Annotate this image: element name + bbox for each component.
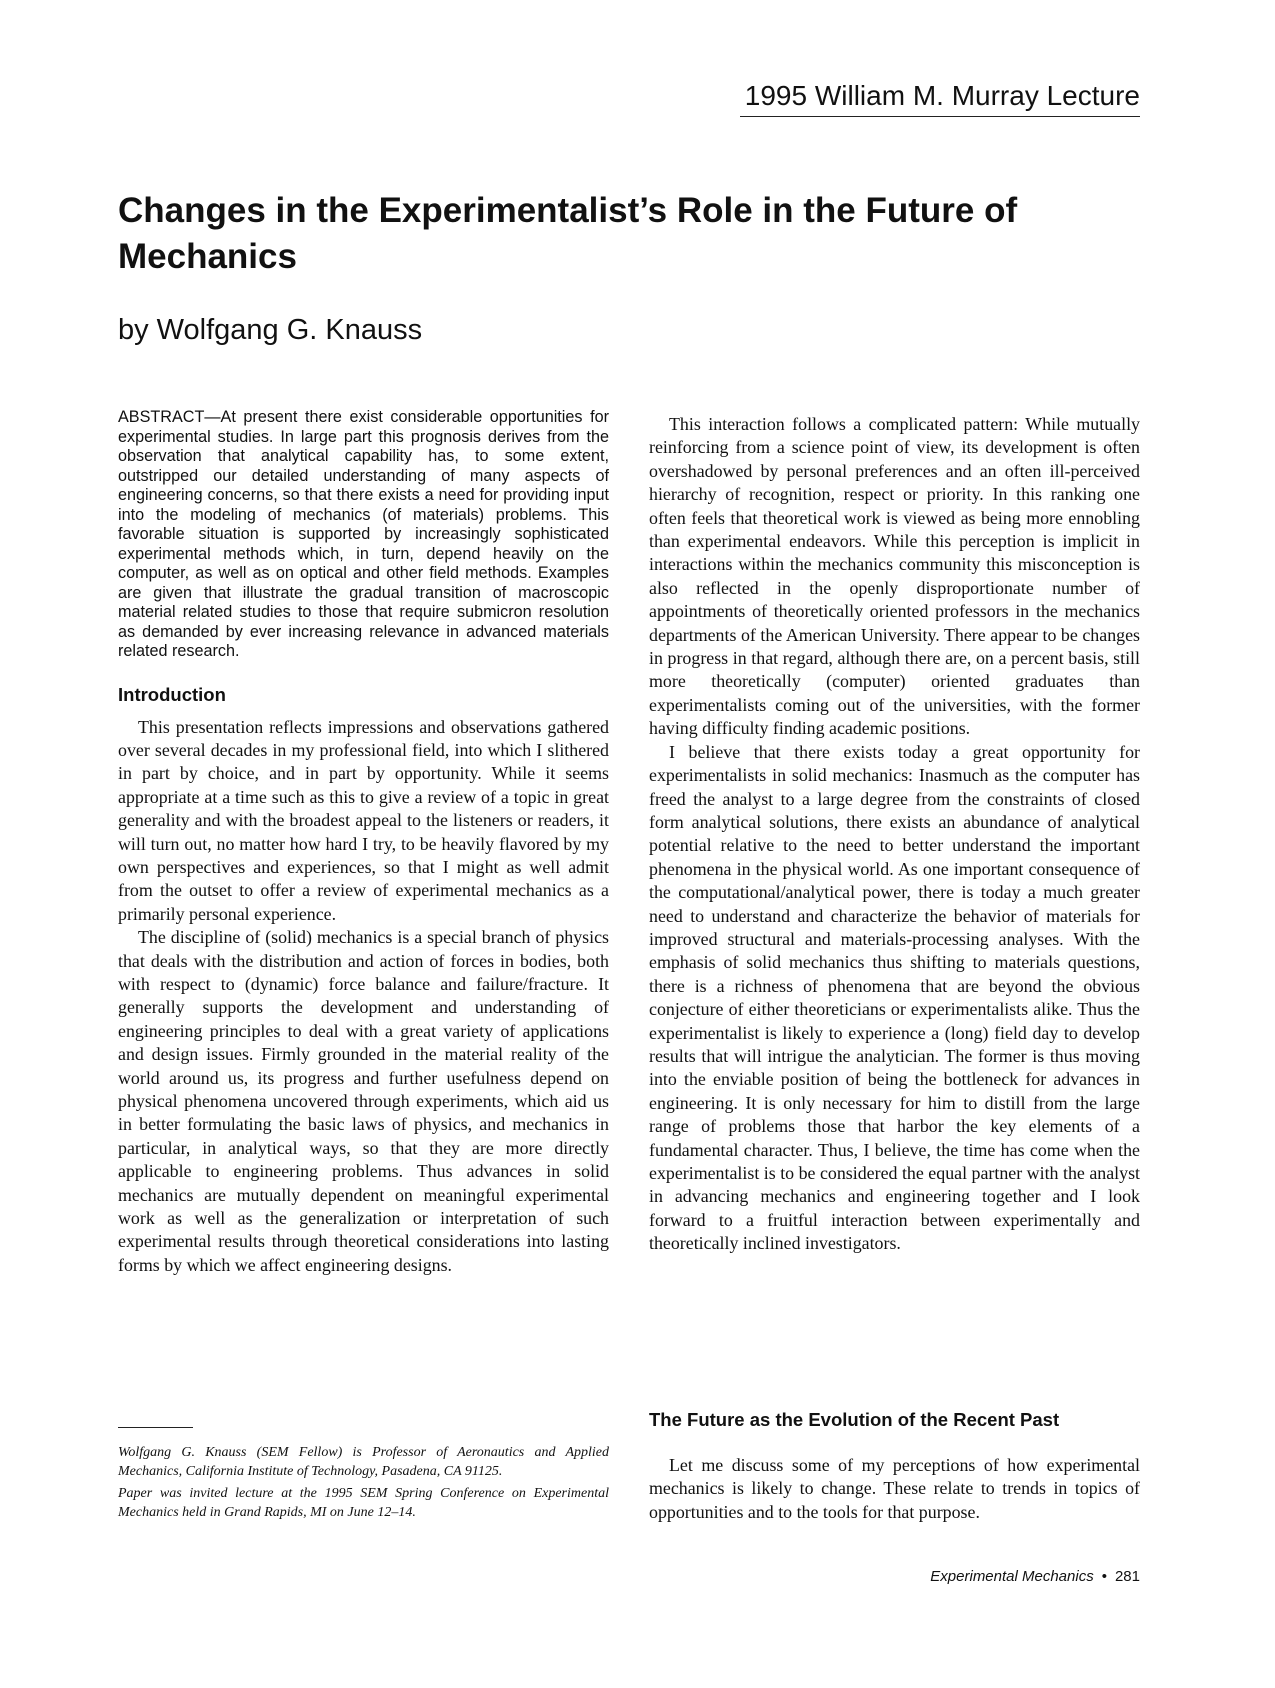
future-section-body bbox=[649, 1454, 1140, 1524]
article-title: Changes in the Experimentalist’s Role in the Future of Mechanics bbox=[118, 191, 1018, 276]
journal-name: Experimental Mechanics bbox=[930, 1568, 1094, 1585]
page-footer bbox=[930, 1568, 1140, 1585]
left-column bbox=[118, 408, 609, 1277]
introduction-heading: Introduction bbox=[118, 683, 226, 705]
lecture-series-header: 1995 William M. Murray Lecture bbox=[740, 80, 1140, 117]
footnotes bbox=[118, 1444, 609, 1526]
footnote-divider bbox=[118, 1427, 193, 1428]
introduction-paragraph: The discipline of (solid) mechanics is a special branch of physics that deals with the distribution and action of forces in bodies, both with respect to (dynamic) force balance and failure/fracture. It generally supports the development and understanding of engineering principles to deal with a great variety of applications and design issues. Firmly grounded in the material reality of the world around us, its progress and further usefulness depend on physical phenomena uncovered through experiments, which aid us in better formulating the basic laws of physics, and mechanics in particular, in analytical ways, so that they are more directly applicable to engineering problems. Thus advances in solid mechanics are mutually dependent on meaningful experimental work as well as the generalization or interpretation of such experimental results through theoretical considerations into lasting forms by which we affect engineering designs. bbox=[118, 927, 609, 1275]
future-section-heading: The Future as the Evolution of the Recent Past bbox=[649, 1409, 1060, 1430]
abstract: ABSTRACT—At present there exist considerable opportunities for experimental studies. In large part this prognosis derives from the observation that analytical capability has, to some extent, outstripped our detailed understanding of many aspects of engineering concerns, so that there exists a need for providing input into the modeling of mechanics (of materials) problems. This favorable situation is supported by increasingly sophisticated experimental methods which, in turn, depend heavily on the computer, as well as on optical and other field methods. Examples are given that illustrate the gradual transition of macroscopic material related studies to those that require submicron resolution as demanded by ever increasing relevance in advanced materials related research. bbox=[118, 408, 609, 660]
right-column bbox=[649, 413, 1140, 1256]
footer-separator: • bbox=[1101, 1568, 1107, 1585]
introduction-paragraph: This presentation reflects impressions and observations gathered over several decades in my professional field, into which I slithered in part by choice, and in part by opportunity. While it seems appropriate at a time such as this to give a review of a topic in great generality and with the broadest appeal to the listeners or readers, it will turn out, no matter how hard I try, to be heavily flavored by my own perspectives and experiences, so that I might as well admit from the outset to offer a review of experimental mechanics as a primarily personal experience. bbox=[118, 716, 609, 924]
continuation-paragraph: I believe that there exists today a great opportunity for experimentalists in solid mechanics: Inasmuch as the computer has freed the analyst to a large degree from the constraints of closed form analytical solutions, there exists an abundance of analytical potential relative to the need to better understand the important phenomena in the physical world. As one important consequence of the computational/analytical power, there is today a much greater need to understand and characterize the behavior of materials for improved structural and materials-processing analyses. With the emphasis of solid mechanics thus shifting to materials questions, there is a richness of phenomena that are beyond the obvious conjecture of either theoreticians or experimentalists alike. Thus the experimentalist is likely to experience a (long) field day to develop results that will intrigue the analytician. The former is thus moving into the enviable position of being the bottleneck for advances in engineering. It is only necessary for him to distill from the large range of problems those that harbor the key elements of a fundamental character. Thus, I believe, the time has come when the experimentalist is to be considered the equal partner with the analyst in advancing mechanics and engineering together and I look forward to a fruitful interaction between experimentally and theoretically inclined investigators. bbox=[649, 741, 1140, 1254]
author-affiliation-footnote: Wolfgang G. Knauss (SEM Fellow) is Professor of Aeronautics and Applied Mechanics, California Institute of Technology, Pasadena, CA 91125. bbox=[118, 1445, 609, 1479]
page-number: 281 bbox=[1114, 1568, 1140, 1585]
introduction-body bbox=[118, 716, 609, 1278]
author-byline: by Wolfgang G. Knauss bbox=[118, 314, 423, 346]
conference-footnote: Paper was invited lecture at the 1995 SEM Spring Conference on Experimental Mechanics held in Grand Rapids, MI on June 12–14. bbox=[118, 1486, 609, 1520]
introduction-continuation bbox=[649, 413, 1140, 1256]
continuation-paragraph: This interaction follows a complicated pattern: While mutually reinforcing from a science point of view, its development is often overshadowed by personal preferences and an often ill-perceived hierarchy of recognition, respect or priority. In this ranking one often feels that theoretical work is viewed as being more ennobling than experimental endeavors. While this perception is implicit in interactions within the mechanics community this misconception is also reflected in the openly disproportionate number of appointments of theoretically oriented professors in the mechanics departments of the American University. There appear to be changes in progress in that regard, although there are, on a percent basis, still more theoretically (computer) oriented graduates than experimentalists coming out of the universities, with the former having difficulty finding academic positions. bbox=[649, 414, 1140, 739]
future-paragraph: Let me discuss some of my perceptions of how experimental mechanics is likely to change. These relate to trends in topics of opportunities and to the tools for that purpose. bbox=[649, 1455, 1140, 1522]
